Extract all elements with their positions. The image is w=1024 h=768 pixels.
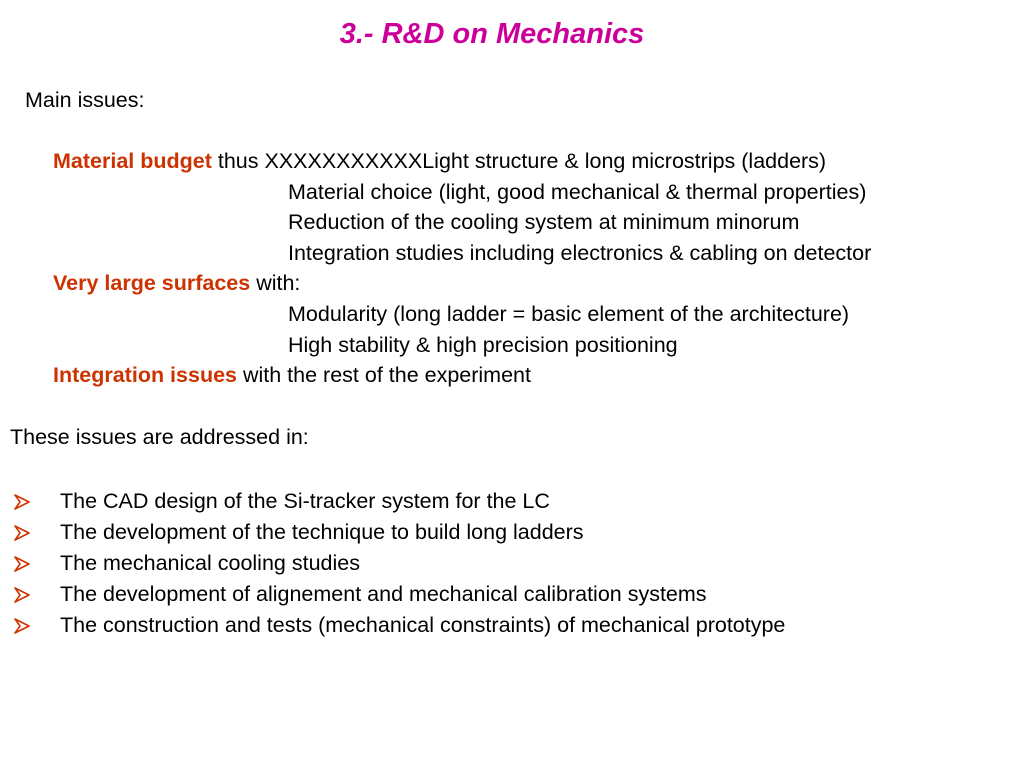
issue-text: thus XXXXXXXXXXXLight structure & long microstrips (ladders) bbox=[211, 149, 827, 173]
bullet-text: The development of the technique to build long ladders bbox=[60, 520, 584, 544]
bullet-text: The CAD design of the Si-tracker system for the LC bbox=[60, 489, 550, 513]
bullet-text: The development of alignement and mechanical calibration systems bbox=[60, 582, 707, 606]
addressed-label: These issues are addressed in: bbox=[10, 425, 309, 449]
issue-keyword: Integration issues bbox=[53, 363, 237, 387]
list-item bbox=[14, 548, 785, 579]
issue-keyword: Very large surfaces bbox=[53, 271, 251, 295]
arrowhead-bullet-icon bbox=[14, 492, 60, 512]
list-item bbox=[14, 517, 785, 548]
issue-detail: High stability & high precision positioning bbox=[288, 333, 678, 357]
issue-keyword: Material budget bbox=[53, 149, 212, 173]
list-item bbox=[14, 579, 785, 610]
issue-detail: Reduction of the cooling system at minimum minorum bbox=[288, 210, 800, 234]
list-item bbox=[14, 610, 785, 641]
bullet-text: The mechanical cooling studies bbox=[60, 551, 360, 575]
issue-detail: Integration studies including electronics & cabling on detector bbox=[288, 241, 872, 265]
slide-title: 3.- R&D on Mechanics bbox=[339, 18, 645, 50]
issue-very-large-surfaces bbox=[53, 273, 300, 295]
arrowhead-bullet-icon bbox=[14, 616, 60, 636]
issue-material-budget bbox=[53, 151, 826, 173]
issue-detail: Modularity (long ladder = basic element of the architecture) bbox=[288, 302, 850, 326]
issue-text: with: bbox=[250, 271, 301, 295]
list-item bbox=[14, 486, 785, 517]
bullet-list bbox=[14, 486, 785, 641]
issue-detail: Material choice (light, good mechanical & thermal properties) bbox=[288, 180, 867, 204]
arrowhead-bullet-icon bbox=[14, 523, 60, 543]
arrowhead-bullet-icon bbox=[14, 554, 60, 574]
main-issues-label: Main issues: bbox=[25, 88, 145, 112]
issue-integration bbox=[53, 365, 531, 387]
issue-text: with the rest of the experiment bbox=[237, 363, 531, 387]
arrowhead-bullet-icon bbox=[14, 585, 60, 605]
bullet-text: The construction and tests (mechanical constraints) of mechanical prototype bbox=[60, 613, 786, 637]
